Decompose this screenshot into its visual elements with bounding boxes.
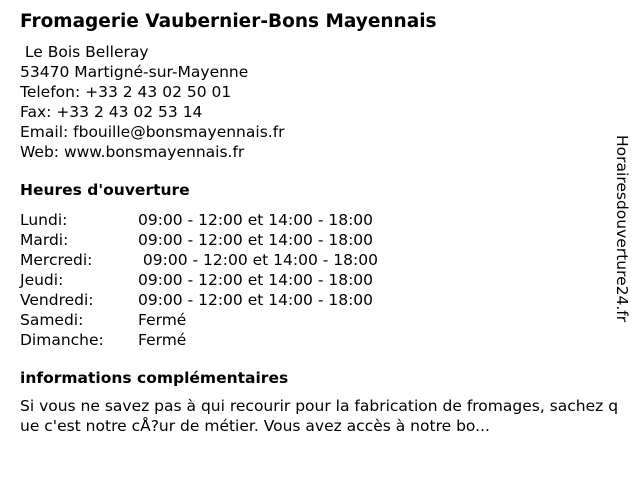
time-value: Fermé [138, 311, 187, 329]
day-label: Vendredi: [20, 291, 94, 309]
phone-line: Telefon: +33 2 43 02 50 01 [20, 83, 232, 101]
day-label: Mercredi: [20, 251, 93, 269]
hours-row-friday [20, 290, 618, 310]
address-street: Le Bois Belleray [20, 43, 149, 61]
fax-line: Fax: +33 2 43 02 53 14 [20, 103, 203, 121]
day-label: Samedi: [20, 311, 84, 329]
email-line: Email: fbouille@bonsmayennais.fr [20, 123, 285, 141]
web-line: Web: www.bonsmayennais.fr [20, 143, 245, 161]
hours-row-tuesday [20, 230, 618, 250]
day-label: Dimanche: [20, 331, 104, 349]
hours-row-monday [20, 210, 618, 230]
hours-row-saturday [20, 310, 618, 330]
info-heading: informations complémentaires [20, 369, 289, 387]
time-value: 09:00 - 12:00 et 14:00 - 18:00 [138, 291, 374, 309]
hours-row-thursday [20, 270, 618, 290]
business-card [20, 10, 618, 436]
info-description: Si vous ne savez pas à qui recourir pour la fabrication de fromages, sachez que c'est notre cÅ?ur de métier. Vous avez accès à notre bo... [20, 397, 619, 435]
hours-row-sunday [20, 330, 618, 350]
hours-table [20, 210, 618, 350]
time-value: Fermé [138, 331, 187, 349]
contact-block [20, 42, 618, 162]
time-value: 09:00 - 12:00 et 14:00 - 18:00 [138, 231, 374, 249]
day-label: Lundi: [20, 211, 68, 229]
time-value: 09:00 - 12:00 et 14:00 - 18:00 [138, 271, 374, 289]
time-value: 09:00 - 12:00 et 14:00 - 18:00 [138, 211, 374, 229]
day-label: Jeudi: [20, 271, 64, 289]
site-watermark: Horairesdouverture24.fr [613, 135, 631, 323]
hours-heading: Heures d'ouverture [20, 181, 190, 199]
business-name: Fromagerie Vaubernier-Bons Mayennais [20, 11, 437, 32]
day-label: Mardi: [20, 231, 69, 249]
address-city: 53470 Martigné-sur-Mayenne [20, 63, 249, 81]
time-value: 09:00 - 12:00 et 14:00 - 18:00 [138, 251, 378, 269]
hours-row-wednesday [20, 250, 618, 270]
